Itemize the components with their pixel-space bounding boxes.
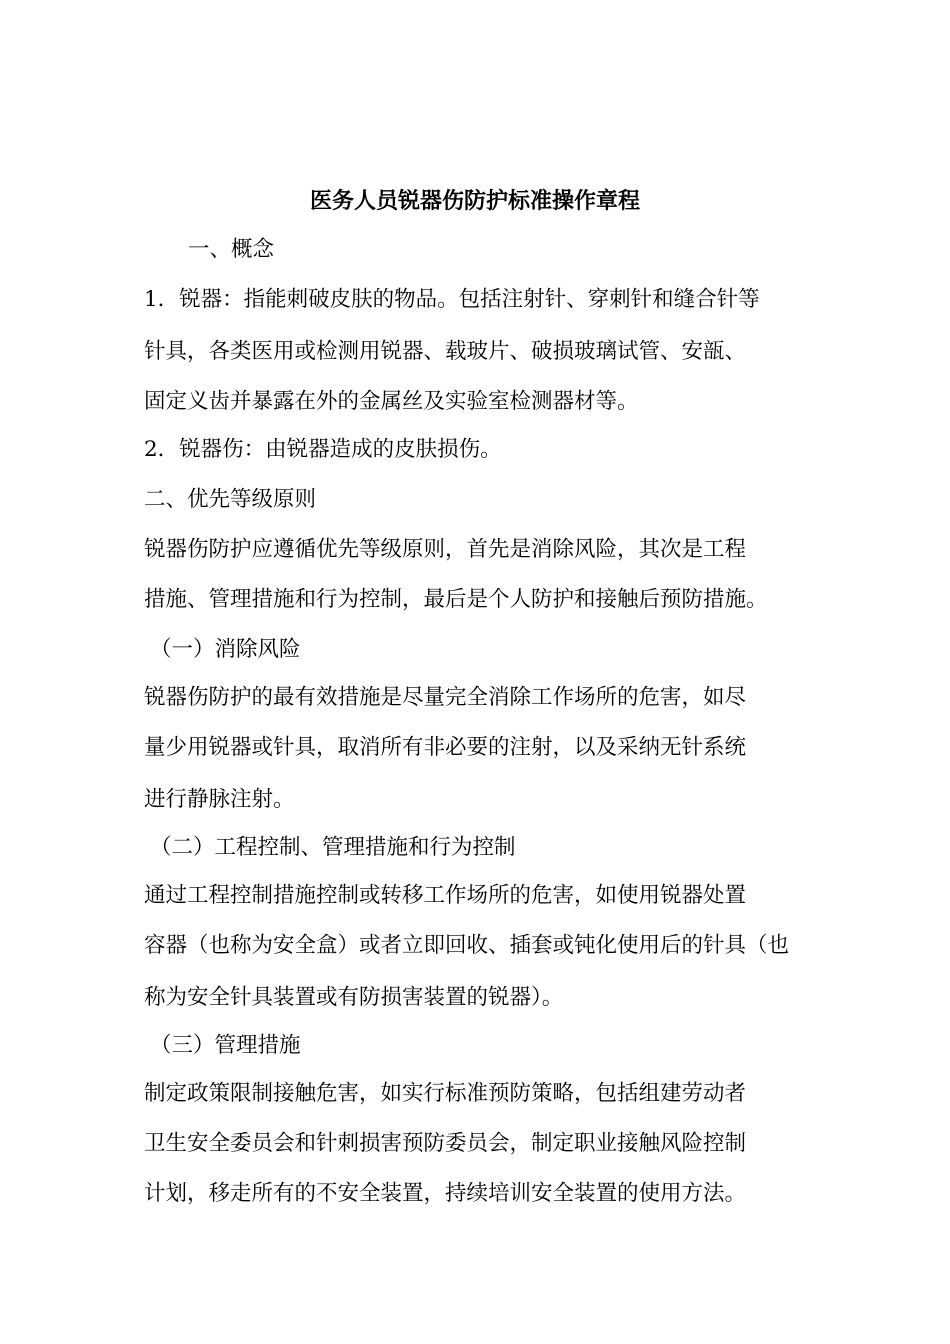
paragraph-line: 量少用锐器或针具，取消所有非必要的注射，以及采纳无针系统 <box>144 735 747 760</box>
subsection-heading-eliminate-risk: （一）消除风险 <box>150 637 301 662</box>
paragraph-line: 称为安全针具装置或有防损害装置的锐器）。 <box>144 985 564 1010</box>
paragraph-line: 锐器伤防护的最有效措施是尽量完全消除工作场所的危害，如尽 <box>144 685 747 710</box>
paragraph-line: 措施、管理措施和行为控制，最后是个人防护和接触后预防措施。 <box>144 587 768 612</box>
section-heading-priority: 二、优先等级原则 <box>144 487 317 512</box>
paragraph-line: 1．锐器：指能刺破皮肤的物品。包括注射针、穿刺针和缝合针等 <box>144 287 760 312</box>
paragraph-line: 计划，移走所有的不安全装置，持续培训安全装置的使用方法。 <box>144 1181 747 1206</box>
paragraph-line: 容器（也称为安全盒）或者立即回收、插套或钝化使用后的针具（也 <box>144 933 790 958</box>
paragraph-line: 针具，各类医用或检测用锐器、载玻片、破损玻璃试管、安瓿、 <box>144 339 747 364</box>
paragraph-line: 卫生安全委员会和针刺损害预防委员会，制定职业接触风险控制 <box>144 1131 747 1156</box>
section-heading-concept: 一、概念 <box>188 237 275 262</box>
subsection-heading-management-measures: （三）管理措施 <box>150 1033 301 1058</box>
paragraph-line: 通过工程控制措施控制或转移工作场所的危害，如使用锐器处置 <box>144 883 747 908</box>
paragraph-line: 2．锐器伤：由锐器造成的皮肤损伤。 <box>144 437 502 462</box>
paragraph-line: 进行静脉注射。 <box>144 787 295 812</box>
paragraph-line: 固定义齿并暴露在外的金属丝及实验室检测器材等。 <box>144 389 639 414</box>
document-title: 医务人员锐器伤防护标准操作章程 <box>309 188 640 214</box>
paragraph-line: 制定政策限制接触危害，如实行标准预防策略，包括组建劳动者 <box>144 1081 747 1106</box>
subsection-heading-engineering-control: （二）工程控制、管理措施和行为控制 <box>150 835 516 860</box>
paragraph-line: 锐器伤防护应遵循优先等级原则，首先是消除风险，其次是工程 <box>144 537 747 562</box>
